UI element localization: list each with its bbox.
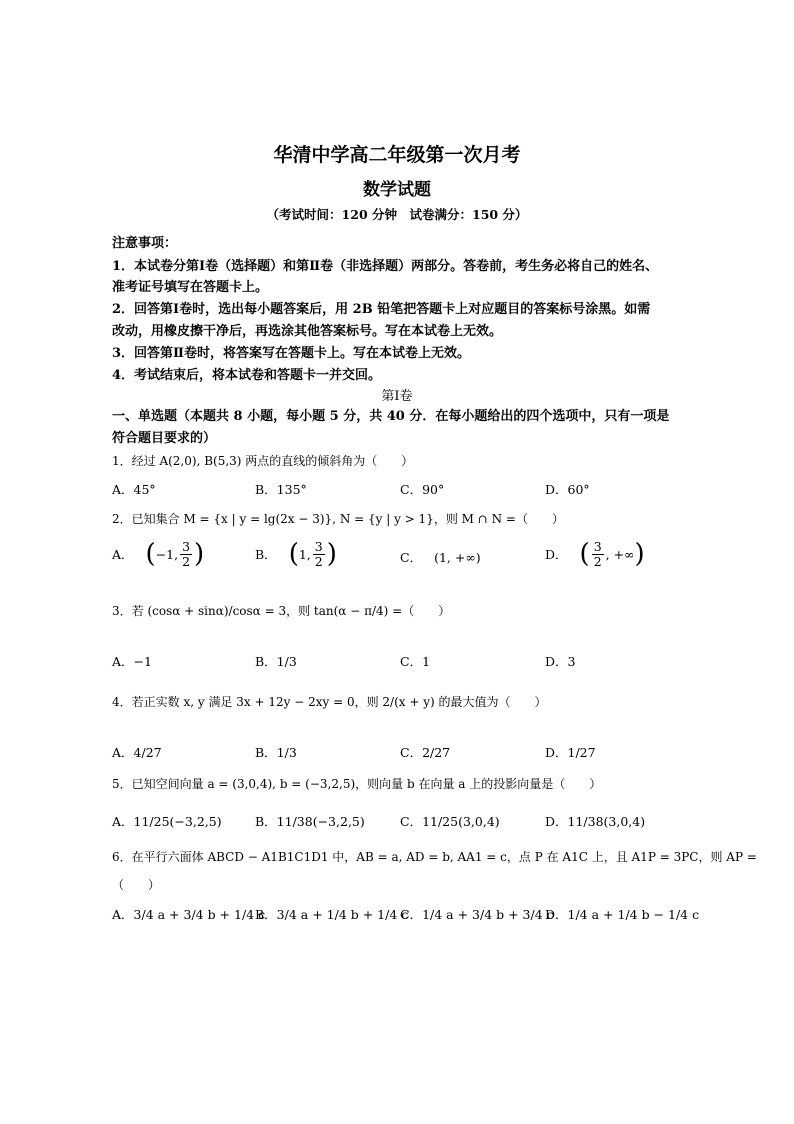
q5-option-c: C．11/25(3,0,4) [400,814,500,829]
q1-option-c: C．90° [400,482,445,497]
q1-option-a: A．45° [112,482,156,497]
note-line-4: 改动，用橡皮擦干净后，再选涂其他答案标号。写在本试卷上无效。 [112,324,503,339]
subject-title: 数学试题 [363,180,431,200]
q2-label-a: A． [112,547,134,563]
q4-option-a: A．4/27 [112,745,162,760]
q5-option-d: D．11/38(3,0,4) [545,814,646,829]
q1-option-d: D．60° [545,482,590,497]
q2-label-b: B． [255,547,277,563]
part1-label: 第Ⅰ卷 [381,389,413,404]
question-3: 3．若 (cosα + sinα)/cosα = 3，则 tan(α − π/4) =（ ） [112,604,451,618]
q4-option-d: D．1/27 [545,745,596,760]
q4-option-b: B．1/3 [255,745,297,760]
q3-option-a: A．−1 [112,654,152,669]
note-line-5: 3．回答第Ⅱ卷时，将答案写在答题卡上。写在本试卷上无效。 [112,346,471,361]
question-2: 2．已知集合 M = {x | y = lg(2x − 3)}, N = {y | y > 1}，则 M ∩ N =（ ） [112,512,564,526]
note-line-3: 2．回答第Ⅰ卷时，选出每小题答案后，用 2B 铅笔把答题卡上对应题目的答案标号涂黑。如需 [112,302,651,317]
q6-option-a: A．3/4 a + 3/4 b + 1/4 c [112,907,266,922]
section-line-1: 一、单选题（本题共 8 小题，每小题 5 分，共 40 分．在每小题给出的四个选项中，只有一项是 [112,409,670,424]
question-6: 6．在平行六面体 ABCD − A1B1C1D1 中，AB = a, AD = b, AA1 = c，点 P 在 A1C 上，且 A1P = 3PC，则 AP = [112,850,757,864]
note-line-6: 4．考试结束后，将本试卷和答题卡一并交回。 [112,368,382,383]
q1-option-b: B．135° [255,482,307,497]
q3-option-c: C．1 [400,654,431,669]
q2-option-d: D． ( $\frac{3}{2}$ , +∞ ) [545,539,645,570]
note-line-2: 准考证号填写在答题卡上。 [112,280,269,295]
question-1: 1．经过 A(2,0), B(5,3) 两点的直线的倾斜角为（ ） [112,454,414,468]
q6-option-c: C．1/4 a + 3/4 b + 3/4 c [400,907,554,922]
school-title: 华清中学高二年级第一次月考 [273,144,521,166]
q5-option-a: A．11/25(−3,2,5) [112,814,222,829]
note-line-1: 1．本试卷分第Ⅰ卷（选择题）和第Ⅱ卷（非选择题）两部分。答卷前，考生务必将自己的姓名、 [112,259,659,274]
question-5: 5．已知空间向量 a = (3,0,4), b = (−3,2,5)，则向量 b 在向量 a 上的投影向量是（ ） [112,777,602,791]
q2-option-c-value: (1, +∞) [434,549,481,565]
q2-option-c [400,548,481,566]
q2-label-c: C． [400,550,423,565]
section-line-2: 符合题目要求的） [112,431,217,446]
q6-option-b: B．3/4 a + 1/4 b + 1/4 c [255,907,409,922]
question-4: 4．若正实数 x, y 满足 3x + 12y − 2xy = 0，则 2/(x + y) 的最大值为（ ） [112,695,547,709]
q2-option-b: B． ( 1, $\frac{3}{2}$ ) [255,539,337,570]
q2-label-d: D． [545,547,568,563]
q5-option-b: B．11/38(−3,2,5) [255,814,365,829]
question-6-cont: （ ） [112,878,161,892]
q6-option-d: D．1/4 a + 1/4 b − 1/4 c [545,907,700,922]
q4-option-c: C．2/27 [400,745,451,760]
notes-heading: 注意事项： [112,236,178,251]
q3-option-d: D．3 [545,654,576,669]
q3-option-b: B．1/3 [255,654,297,669]
q2-option-a: A． ( −1, $\frac{3}{2}$ ) [112,539,205,570]
exam-info: （考试时间：120 分钟 试卷满分：150 分） [266,207,528,222]
